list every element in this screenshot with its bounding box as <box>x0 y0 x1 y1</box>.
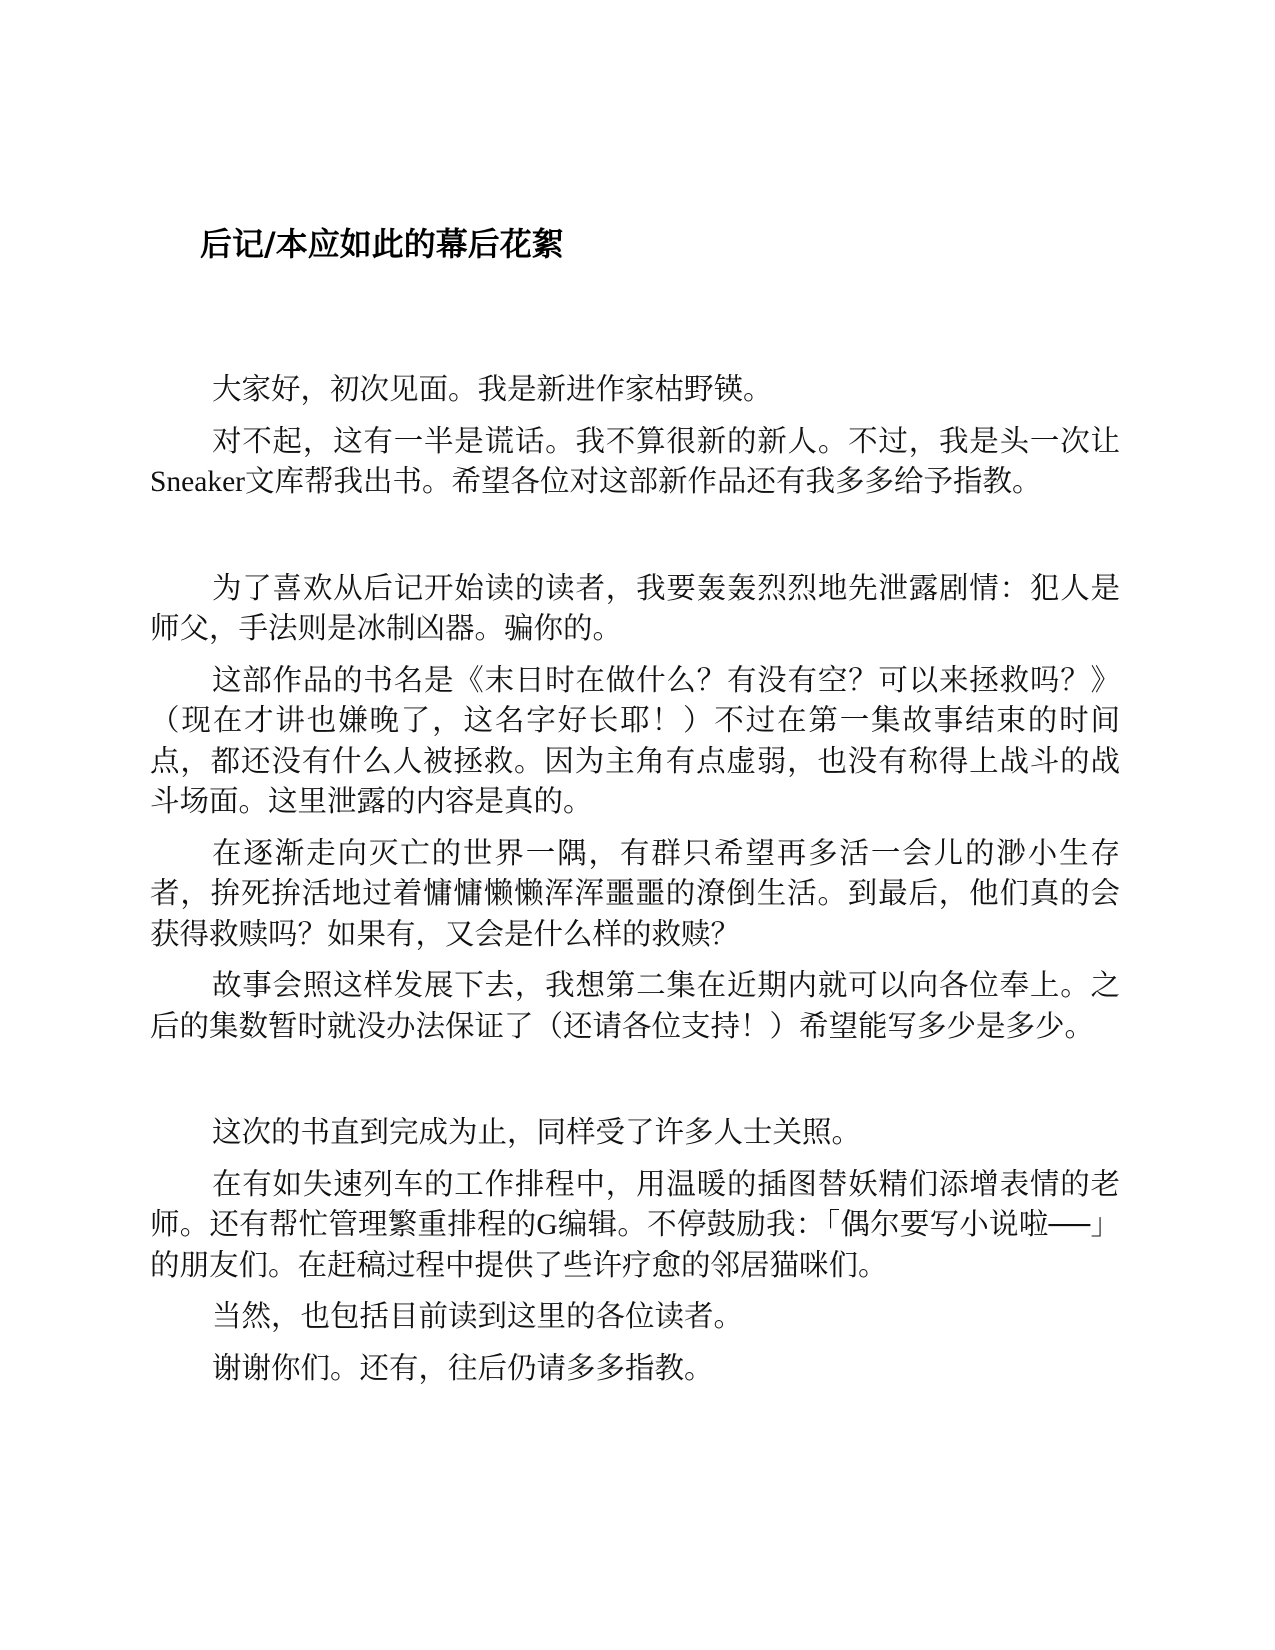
paragraph: 当然，也包括目前读到这里的各位读者。 <box>211 1301 743 1333</box>
page-title: 后记/本应如此的幕后花絮 <box>200 225 564 263</box>
document-body <box>150 370 1120 1400</box>
section-break <box>150 1058 1120 1113</box>
paragraph: 谢谢你们。还有，往后仍请多多指教。 <box>211 1352 714 1385</box>
paragraph: 这次的书直到完成为止，同样受了许多人士关照。 <box>211 1117 861 1149</box>
paragraph: 为了喜欢从后记开始读的读者，我要轰轰烈烈地先泄露剧情：犯人是师父，手法则是冰制凶器。骗你的。 <box>150 572 1120 645</box>
paragraph: 大家好，初次见面。我是新进作家枯野锳。 <box>211 374 773 406</box>
section-break <box>150 514 1120 569</box>
paragraph: 在逐渐走向灭亡的世界一隅，有群只希望再多活一会儿的渺小生存者，拚死拚活地过着慵慵懒懒浑浑噩噩的潦倒生活。到最后，他们真的会获得救赎吗？如果有，又会是什么样的救赎？ <box>150 837 1120 951</box>
paragraph: 对不起，这有一半是谎话。我不算很新的新人。不过，我是头一次让Sneaker文库帮我出书。希望各位对这部新作品还有我多多给予指教。 <box>150 425 1120 498</box>
paragraph: 这部作品的书名是《末日时在做什么？有没有空？可以来拯救吗？》（现在才讲也嫌晚了，这名字好长耶！）不过在第一集故事结束的时间点，都还没有什么人被拯救。因为主角有点虚弱，也没有称得上战斗的战斗场面。这里泄露的内容是真的。 <box>150 664 1120 818</box>
paragraph: 在有如失速列车的工作排程中，用温暖的插图替妖精们添增表情的老师。还有帮忙管理繁重排程的G编辑。不停鼓励我：「偶尔要写小说啦──」的朋友们。在赶稿过程中提供了些许疗愈的邻居猫咪们。 <box>150 1168 1120 1282</box>
paragraph: 故事会照这样发展下去，我想第二集在近期内就可以向各位奉上。之后的集数暂时就没办法保证了（还请各位支持！）希望能写多少是多少。 <box>150 970 1120 1043</box>
